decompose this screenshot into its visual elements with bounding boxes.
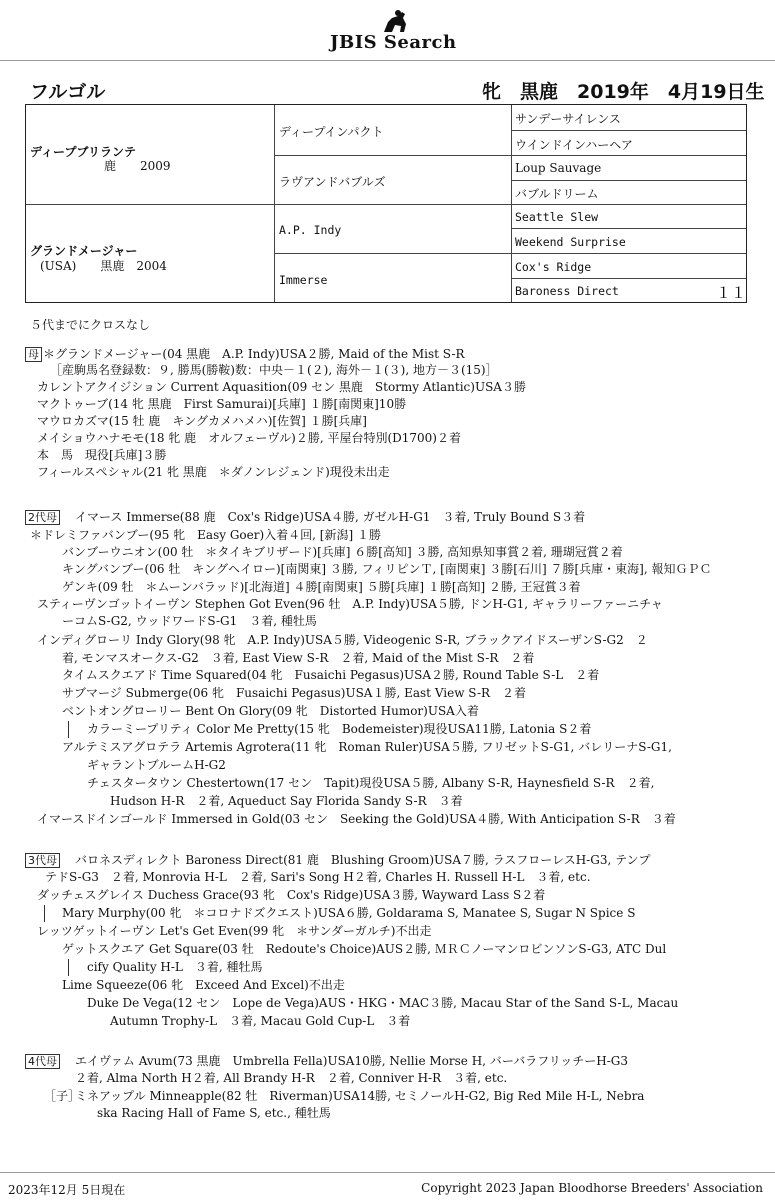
- ped-row-divider: [511, 228, 746, 229]
- pedigree-table: [25, 104, 747, 303]
- tree-bar: [44, 905, 45, 922]
- produce-line: サブマージ Submerge(06 牝 Fusaichi Pegasus)USA１勝, East View S-R ２着: [62, 686, 527, 700]
- produce-line: Mary Murphy(00 牝 ＊コロナドズクエスト)USA６勝, Goldarama S, Manatee S, Sugar N Spice S: [62, 906, 636, 920]
- child-label: ［子］: [44, 1089, 81, 1103]
- ped-row-divider: [274, 253, 746, 254]
- dsd: Weekend Surprise: [515, 235, 626, 249]
- produce-line-cont: Hudson H-R ２着, Aqueduct Say Florida Sandy S-R ３着: [110, 794, 463, 808]
- section-label-3rd-dam: 3代母: [25, 853, 60, 868]
- 2nd-dam-line: イマース Immerse(88 鹿 Cox's Ridge)USA４勝, ガゼルH-G1 ３着, Truly Bound S３着: [75, 510, 586, 524]
- produce-line: バンブーウニオン(00 牡 ＊タイキブリザード)[兵庫] ６勝[高知] ３勝, 高知県知事賞２着, 珊瑚冠賞２着: [62, 545, 623, 559]
- produce-line: レッツゲットイーヴン Let's Get Even(99 牝 ＊サンダーガルチ)不出走: [37, 924, 432, 938]
- section-label-dam: 母: [25, 347, 42, 362]
- produce-line-cont: ska Racing Hall of Fame S, etc., 種牡馬: [97, 1106, 331, 1120]
- sdd: バブルドリーム: [515, 187, 599, 201]
- ddd: Baroness Direct: [515, 284, 619, 298]
- produce-line: アルテミスアグロテラ Artemis Agrotera(11 牝 Roman Ruler)USA５勝, フリゼットS-G1, バレリーナS-G1,: [62, 740, 672, 754]
- ped-row-divider: [511, 130, 746, 131]
- dam-detail: (USA) 黒鹿 2004: [40, 259, 167, 273]
- header-divider: [0, 60, 775, 61]
- produce-line: キングバンブー(06 牡 キングヘイロー)[南関東] ３勝, フィリピンＴ, [南関東] ３勝[石川] ７勝[兵庫・東海], 報知ＧＰＣ: [62, 562, 712, 576]
- ped-row-divider-main: [26, 204, 746, 205]
- produce-line: ゲットスクエア Get Square(03 牡 Redoute's Choice)AUS２勝, ＭＲＣノーマンロビンソンS-G3, ATC Dul: [62, 942, 667, 956]
- dam-line: ＊グランドメージャー(04 黒鹿 A.P. Indy)USA２勝, Maid of the Mist S-R: [43, 347, 465, 361]
- produce-line: Duke De Vega(12 セン Lope de Vega)AUS・HKG・MAC３勝, Macau Star of the Sand S-L, Macau: [87, 996, 679, 1010]
- sire-name: ディープブリランテ: [30, 145, 136, 159]
- 3rd-dam-line-cont: テドS-G3 ２着, Monrovia H-L ２着, Sari's Song H２着, Charles H. Russell H-L ３着, etc.: [45, 870, 591, 884]
- produce-line: イマースドインゴールド Immersed in Gold(03 セン Seeking the Gold)USA４勝, With Anticipation S-R ３着: [37, 812, 676, 826]
- produce-line: チェスタータウン Chestertown(17 セン Tapit)現役USA５勝, Albany S-R, Haynesfield S-R ２着,: [87, 776, 655, 790]
- produce-line-cont: 着, モンマスオークス-G2 ３着, East View S-R ２着, Maid of the Mist S-R ２着: [62, 651, 535, 665]
- produce-line-cont: ーコムS-G2, ウッドワードS-G1 ３着, 種牡馬: [62, 614, 317, 628]
- produce-line: ゲンキ(09 牡 ＊ムーンバラッド)[北海道] ４勝[南関東] ５勝[兵庫] １勝[高知] ２勝, 王冠賞３着: [62, 580, 581, 594]
- footer-date: 2023年12月 5日現在: [8, 1183, 126, 1197]
- cross-note: ５代までにクロスなし: [30, 318, 151, 332]
- footer-divider: [0, 1172, 775, 1173]
- dam-sire: A.P. Indy: [279, 223, 342, 237]
- dam-dam: Immerse: [279, 273, 328, 287]
- produce-line: フィールスペシャル(21 牝 黒鹿 ＊ダノンレジェンド)現役未出走: [37, 465, 390, 479]
- footer-copyright: Copyright 2023 Japan Bloodhorse Breeders' Association: [421, 1181, 763, 1195]
- produce-line: カレントアクイジション Current Aquasition(09 セン 黒鹿 Stormy Atlantic)USA３勝: [37, 380, 526, 394]
- dss: Seattle Slew: [515, 210, 599, 224]
- dam-produce-stats: ［産駒馬名登録数：９, 勝馬(勝鞍)数：中央－１(２), 海外－１(３), 地方－３(15)］: [50, 363, 498, 377]
- ssd: ウインドインハーヘア: [515, 138, 633, 152]
- jbis-logo: [330, 8, 460, 56]
- produce-line: インディグローリ Indy Glory(98 牝 A.P. Indy)USA５勝, Videogenic S-R, ブラックアイドスーザンS-G2 ２: [37, 633, 648, 647]
- ped-row-divider: [274, 155, 746, 156]
- tree-bar: [68, 959, 69, 976]
- 4th-dam-line: エイヴァム Avum(73 黒鹿 Umbrella Fella)USA10勝, Nellie Morse H, バーバラフリッチーH-G3: [75, 1054, 628, 1068]
- produce-line-cont: ギャラントブルームH-G2: [87, 758, 226, 772]
- produce-line: ＊ドレミファバンブー(95 牝 Easy Goer)入着４回, [新潟] １勝: [30, 528, 381, 542]
- horse-name: フルゴル: [30, 81, 106, 103]
- ped-row-divider: [511, 180, 746, 181]
- produce-line: マウロカズマ(15 牡 鹿 キングカメハメハ)[佐賀] １勝[兵庫]: [37, 414, 367, 428]
- produce-line: タイムスクエアド Time Squared(04 牝 Fusaichi Pegasus)USA２勝, Round Table S-L ２着: [62, 668, 600, 682]
- produce-line-cont: cify Quality H-L ３着, 種牡馬: [87, 960, 263, 974]
- 3rd-dam-line: バロネスディレクト Baroness Direct(81 鹿 Blushing Groom)USA７勝, ラスフローレスH-G3, テンプ: [75, 853, 651, 867]
- dds: Cox's Ridge: [515, 260, 592, 274]
- tree-bar: [68, 721, 69, 738]
- logo-text: JBIS Search: [330, 32, 457, 53]
- pedigree-marker: １１: [716, 284, 747, 302]
- section-label-4th-dam: 4代母: [25, 1054, 60, 1069]
- dam-name: グランドメージャー: [30, 244, 138, 258]
- produce-line: スティーヴンゴットイーヴン Stephen Got Even(96 牡 A.P. Indy)USA５勝, ドンH-G1, ギャラリーファーニチャ: [37, 597, 663, 611]
- sire-sire: ディープインパクト: [279, 125, 384, 139]
- produce-line: ミネアップル Minneapple(82 牡 Riverman)USA14勝, セミノールH-G2, Big Red Mile H-L, Nebra: [75, 1089, 645, 1103]
- produce-line: 本 馬 現役[兵庫]３勝: [37, 448, 167, 462]
- sds: Loup Sauvage: [515, 161, 602, 175]
- sire-dam: ラヴアンドバブルズ: [279, 175, 386, 189]
- horse-info: 牝 黒鹿 2019年 4月19日生: [482, 81, 765, 103]
- ped-row-divider: [511, 278, 746, 279]
- section-label-2nd-dam: 2代母: [25, 510, 60, 525]
- 4th-dam-line-cont: ２着, Alma North H２着, All Brandy H-R ２着, Conniver H-R ３着, etc.: [75, 1071, 508, 1085]
- produce-line-cont: Autumn Trophy-L ３着, Macau Gold Cup-L ３着: [110, 1014, 411, 1028]
- produce-line: ダッチェスグレイス Duchess Grace(93 牝 Cox's Ridge)USA３勝, Wayward Lass S２着: [37, 888, 546, 902]
- produce-line: Lime Squeeze(06 牝 Exceed And Excel)不出走: [62, 978, 345, 992]
- produce-line: カラーミープリティ Color Me Pretty(15 牝 Bodemeister)現役USA11勝, Latonia S２着: [87, 722, 592, 736]
- produce-line: マクトゥーブ(14 牝 黒鹿 First Samurai)[兵庫] １勝[南関東]10勝: [37, 397, 407, 411]
- produce-line: ベントオングローリー Bent On Glory(09 牝 Distorted Humor)USA入着: [62, 704, 479, 718]
- sire-detail: 鹿 2009: [104, 159, 171, 173]
- produce-line: メイショウハナモモ(18 牝 鹿 オルフェーヴル)２勝, 平屋台特別(D1700)２着: [37, 431, 461, 445]
- sss: サンデーサイレンス: [515, 112, 621, 126]
